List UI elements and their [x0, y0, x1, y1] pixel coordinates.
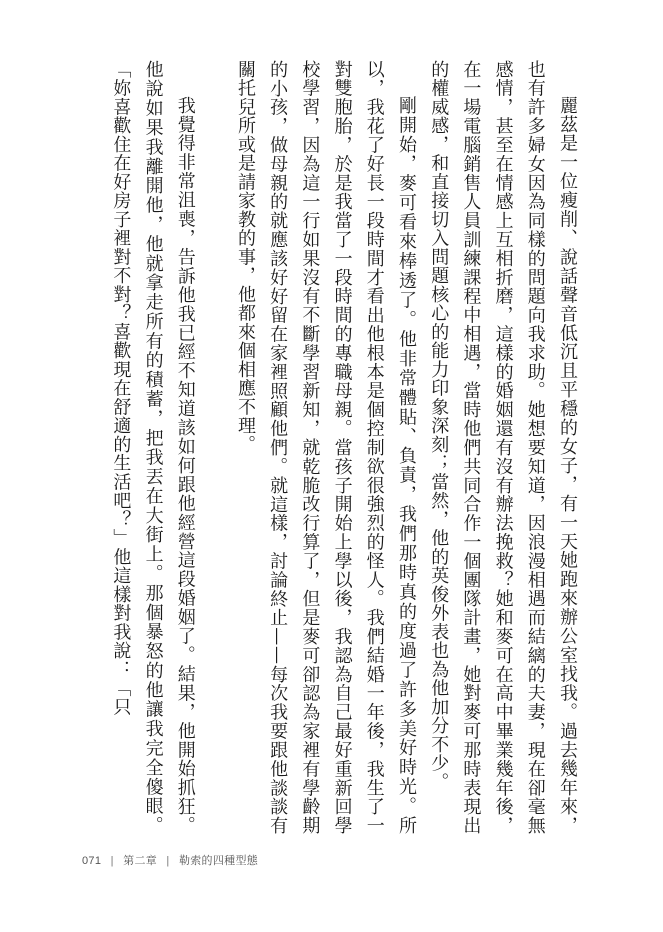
paragraph-quote-threat: 我覺得非常沮喪，告訴他我已經不知道該如何跟他經營這段婚姻了。結果，他開始抓狂。他說如果我離開他，他就拿走所有的積蓄，把我丟在大街上。那個暴怒的他讓我完全傻眼。「妳喜歡住在好房子裡對不對？喜歡現在舒適的生活吧？」他這樣對我說：「只 — [110, 60, 196, 835]
footer-separator: | — [166, 855, 170, 867]
paragraph-quote-michael-control: 剛開始，麥可看來棒透了。他非常體貼、負責，我們那時真的度過了許多美好時光。所以，我花了好長一段時間才看出他根本是個控制欲很強烈的怪人。我們結婚一年後，我生了一對雙胞胎，於是我當了一段時間的專職母親。當孩子開始上學以後，我認為自己最好重新回學校學習，因為這一行如果沒有不斷學習新知，就乾脆改行算了，但是麥可卻認為家裡有學齡期的小孩，做母親的就應該好好留在家裡照顧他們。就這樣，討論終止——每次我要跟他談談有關托兒所或是請家教的事，他都來個相應不理。 — [234, 60, 417, 835]
vertical-text-block — [104, 60, 583, 835]
page-footer — [82, 852, 258, 868]
chapter-title: 勒索的四種型態 — [178, 855, 259, 867]
footer-separator: | — [110, 855, 114, 867]
paragraph-liz-intro: 麗茲是一位瘦削、說話聲音低沉且平穩的女子，有一天她跑來辦公室找我。過去幾年來，也有許多婦女因為同樣的問題向我求助。她想要知道，因浪漫相遇而結縭的夫妻，現在卻毫無感情，甚至在情感上互相折磨，這樣的婚姻還有沒有辦法挽救？她和麥可在高中畢業幾年後，在一場電腦銷售人員訓練課程中相遇，當時他們共同合作一個團隊計畫，她對麥可那時表現出的權威感，和直接切入問題核心的能力印象深刻；當然，他的英俊外表也為他加分不少。 — [428, 60, 578, 835]
page-number: 071 — [82, 855, 102, 867]
chapter-label: 第二章 — [123, 855, 158, 867]
